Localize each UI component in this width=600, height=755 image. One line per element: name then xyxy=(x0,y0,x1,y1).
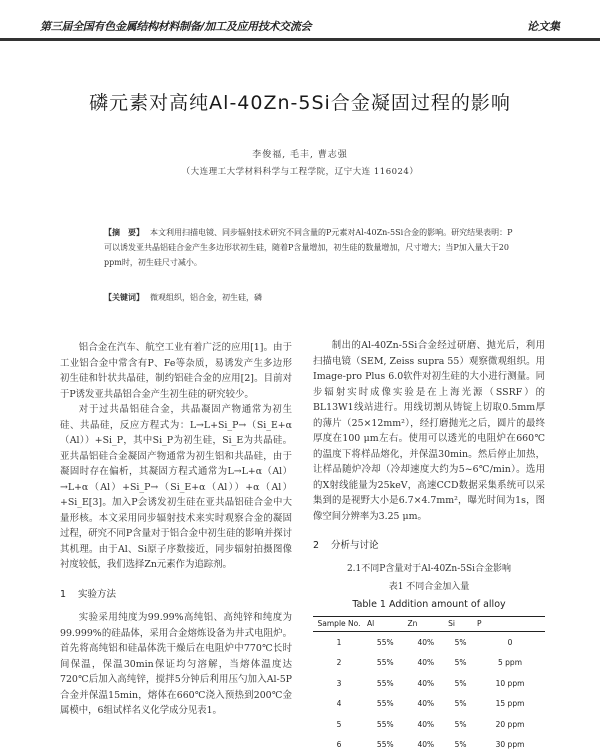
section-1-number: 1 xyxy=(60,587,78,603)
header-al: Al xyxy=(365,617,406,632)
table-row xyxy=(313,714,545,735)
table-row xyxy=(313,735,545,755)
cell-si: 5% xyxy=(446,694,475,715)
keywords xyxy=(104,292,514,303)
cell-si: 5% xyxy=(446,653,475,674)
cell-zn: 40% xyxy=(406,632,447,653)
section-label: 论文集 xyxy=(527,18,560,34)
table-row xyxy=(313,694,545,715)
affiliation: （大连理工大学材料科学与工程学院，辽宁大连 116024） xyxy=(0,165,600,177)
cell-si: 5% xyxy=(446,632,475,653)
keywords-label: 【关键词】 xyxy=(104,292,144,302)
abstract xyxy=(104,225,514,270)
cell-p: 20 ppm xyxy=(475,714,545,735)
cell-zn: 40% xyxy=(406,735,447,755)
cell-sample: 4 xyxy=(313,694,365,715)
cell-zn: 40% xyxy=(406,673,447,694)
conference-title: 第三届全国有色金属结构材料制备/加工及应用技术交流会 xyxy=(40,18,311,34)
cell-sample: 2 xyxy=(313,653,365,674)
cell-si: 5% xyxy=(446,735,475,755)
section-2-title: 分析与讨论 xyxy=(331,540,379,551)
cell-p: 5 ppm xyxy=(475,653,545,674)
right-column xyxy=(313,338,545,755)
subsection-2-1-heading: 2.1不同P含量对于Al-40Zn-5Si合金影响 xyxy=(313,562,545,578)
cell-zn: 40% xyxy=(406,714,447,735)
left-column xyxy=(60,340,292,719)
cell-zn: 40% xyxy=(406,653,447,674)
header-zn: Zn xyxy=(406,617,447,632)
table-row xyxy=(313,653,545,674)
cell-sample: 5 xyxy=(313,714,365,735)
cell-p: 10 ppm xyxy=(475,673,545,694)
cell-al: 55% xyxy=(365,632,406,653)
header-si: Si xyxy=(446,617,475,632)
alloy-composition-table xyxy=(313,616,545,755)
cell-al: 55% xyxy=(365,653,406,674)
intro-paragraph-1: 铝合金在汽车、航空工业有着广泛的应用[1]。由于工业铝合金中常含有P、Fe等杂质，易诱发产生多边形初生硅和针状共晶硅，制约铝硅合金的应用[2]。目前对于P诱发亚共晶铝合金产生初生硅的研究较少。 xyxy=(60,340,292,402)
keywords-text: 微观组织，铝合金，初生硅，磷 xyxy=(150,293,262,302)
section-2-number: 2 xyxy=(313,538,331,554)
running-header xyxy=(0,10,600,41)
cell-p: 0 xyxy=(475,632,545,653)
abstract-label: 【摘 要】 xyxy=(104,227,144,237)
cell-al: 55% xyxy=(365,694,406,715)
cell-al: 55% xyxy=(365,673,406,694)
cell-sample: 3 xyxy=(313,673,365,694)
cell-si: 5% xyxy=(446,714,475,735)
cell-al: 55% xyxy=(365,714,406,735)
cell-p: 30 ppm xyxy=(475,735,545,755)
section-1-heading xyxy=(60,587,292,603)
cell-sample: 6 xyxy=(313,735,365,755)
table-row xyxy=(313,632,545,653)
methods-paragraph-2: 制出的Al-40Zn-5Si合金经过研磨、抛光后，利用扫描电镜（SEM, Zeiss supra 55）观察微观组织。用Image-pro Plus 6.0软件对初生硅的大小进行测量。同步辐射实时成像实验是在上海光源（SSRF）的BL13W1线站进行。用线切割从铸锭上切取0.5mm厚的薄片（25×12mm²），经打磨抛光之后，圆片的最终厚度在100 μm左右。使用可以透光的电阻炉在660℃的温度下将样品熔化，并保温30min。然后停止加热，让样品随炉冷却（冷却速度大约为5~6℃/min）。选用的X射线能量为25keV，高速CCD数据采集系统可以采集到的是视野大小是6.7×4.7mm²，曝光时间为1s，图像空间分辨率为3.25 μm。 xyxy=(313,338,545,524)
intro-paragraph-2: 对于过共晶铝硅合金，共晶凝固产物通常为初生硅、共晶硅，反应方程式为：L→L+Si_P→（Si_E+α（Al））+Si_P，其中Si_P为初生硅，Si_E为共晶硅。亚共晶铝硅合金凝固产物通常为初生铝和共晶硅，由于凝固时存在偏析，其凝固方程式通常为L→L+α（Al）→L+α（Al）+Si_P→（Si_E+α（Al））+α（Al）+Si_E[3]。加入P会诱发初生硅在亚共晶铝硅合金中大量形核。本文采用同步辐射技术来实时观察合金的凝固过程，研究不同P含量对于铝合金中初生硅的影响并探讨其机理。由于Al、Si原子序数接近，同步辐射拍摄图像衬度较低，我们选择Zn元素作为追踪剂。 xyxy=(60,402,292,573)
header-sample-no: Sample No. xyxy=(313,617,365,632)
cell-al: 55% xyxy=(365,735,406,755)
abstract-text: 本文利用扫描电镜、同步辐射技术研究不同含量的P元素对Al-40Zn-5Si合金的影响。研究结果表明：P可以诱发亚共晶铝硅合金产生多边形状初生硅，随着P含量增加，初生硅的数量增加，尺寸增大；当P加入量大于20 ppm时，初生硅尺寸减小。 xyxy=(104,228,513,267)
table-header-row xyxy=(313,617,545,632)
table-caption-cn: 表1 不同合金加入量 xyxy=(313,580,545,596)
table-row xyxy=(313,673,545,694)
authors: 李俊福, 毛丰, 曹志强 xyxy=(0,147,600,160)
cell-si: 5% xyxy=(446,673,475,694)
section-2-heading xyxy=(313,538,545,554)
paper-title: 磷元素对高纯Al-40Zn-5Si合金凝固过程的影响 xyxy=(0,88,600,115)
methods-paragraph: 实验采用纯度为99.99%高纯铝、高纯锌和纯度为99.999%的硅晶体，采用合金熔炼设备为井式电阻炉。首先将高纯铝和硅晶体洗干燥后在电阻炉中770℃长时间保温，保温30min保证均匀溶解，当熔体温度达720℃后加入高纯锌，搅拌5分钟后利用压勺加入Al-5P合金并保温15min，熔体在660℃浇入预热到200℃金属模中，6组试样名义化学成分见表1。 xyxy=(60,610,292,719)
table-caption-en: Table 1 Addition amount of alloy xyxy=(313,597,545,613)
cell-p: 15 ppm xyxy=(475,694,545,715)
cell-zn: 40% xyxy=(406,694,447,715)
header-p: P xyxy=(475,617,545,632)
section-1-title: 实验方法 xyxy=(78,589,116,600)
cell-sample: 1 xyxy=(313,632,365,653)
